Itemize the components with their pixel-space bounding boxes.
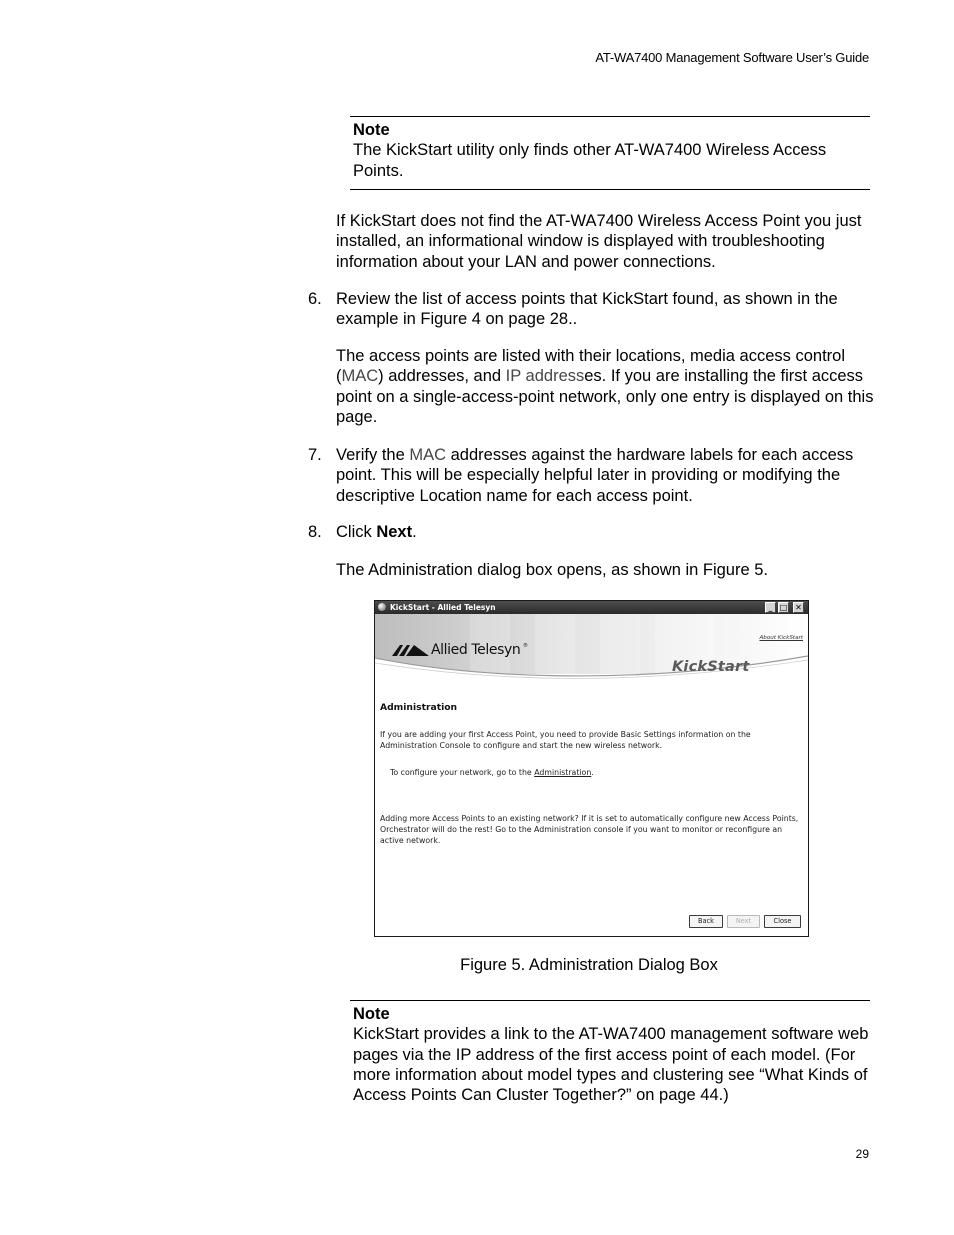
dialog-para2-line3: active network.: [380, 836, 441, 845]
step-6-text: Review the list of access points that KickStart found, as shown in the example in Figure 4 on page 28..: [336, 290, 838, 329]
note-top-rule: [350, 116, 870, 117]
step-6-paragraph-2: [336, 346, 876, 427]
step-6-paragraph-2-part-c: es. If you are installing the first access point on a single-access-point network, only one entry is displayed on this page.: [336, 367, 874, 426]
next-button[interactable]: Next: [727, 915, 760, 928]
mac-term-link[interactable]: MAC: [341, 367, 379, 386]
dialog-para1-line2: Administration Console to configure and start the new wireless network.: [380, 741, 663, 750]
registered-mark: ®: [523, 643, 528, 649]
minimize-button[interactable]: _: [765, 602, 776, 613]
dialog-para2-line1: Adding more Access Points to an existing network? If it is set to automatically configure new Access Points,: [380, 814, 799, 823]
note-top: [353, 120, 858, 181]
configure-suffix: .: [591, 768, 594, 777]
dialog-heading: Administration: [380, 702, 458, 713]
note-top-title: Note: [353, 121, 390, 139]
administration-link[interactable]: Administration: [534, 768, 592, 777]
running-header: AT-WA7400 Management Software User’s Guide: [595, 50, 869, 65]
intro-paragraph: If KickStart does not find the AT-WA7400 Wireless Access Point you just installed, an informational window is displayed with troubleshooting information about your LAN and power connections.: [336, 212, 862, 271]
maximize-button[interactable]: □: [779, 603, 788, 612]
step-8-paragraph-2: The Administration dialog box opens, as shown in Figure 5.: [336, 561, 768, 579]
note-top-text: The KickStart utility only finds other AT-WA7400 Wireless Access Points.: [353, 141, 827, 180]
kickstart-window-screenshot: [374, 600, 809, 937]
note-bottom-text: KickStart provides a link to the AT-WA7400 management software web pages via the IP address of the first access point of each model. (For more information about model types and clustering see “What Kinds of Access Points Can Cluster Together?” on page 44.): [353, 1025, 869, 1105]
close-window-button[interactable]: ✕: [793, 602, 804, 613]
close-button[interactable]: Close: [764, 915, 801, 928]
step-7-number: 7.: [308, 446, 322, 464]
step-7-text-part-b: addresses against the hardware labels for each access point. This will be especially helpful later in providing or modifying the descriptive Location name for each access point.: [336, 446, 854, 505]
step-8-text-part-a: Click: [336, 523, 377, 541]
dialog-para1-line1: If you are adding your first Access Point, you need to provide Basic Settings information on the: [380, 730, 751, 739]
kickstart-banner: [375, 614, 808, 691]
note-top-bottom-rule: [350, 189, 870, 190]
allied-telesyn-logo-text: Allied Telesyn: [431, 642, 521, 658]
kickstart-app-icon: [378, 603, 386, 611]
note-bottom: [353, 1004, 873, 1105]
about-kickstart-link[interactable]: About KickStart: [759, 635, 803, 641]
step-8-number: 8.: [308, 523, 322, 541]
note-bottom-title: Note: [353, 1005, 390, 1023]
step-6-paragraph-2-part-a: The access points are listed with their locations, media access control (: [336, 347, 845, 386]
page-number: 29: [855, 1147, 869, 1161]
step-7-text: [336, 445, 876, 506]
dialog-para2-line2: Orchestrator will do the rest! Go to the Administration console if you want to monitor or reconfigure an: [380, 825, 783, 834]
step-7-text-part-a: Verify the: [336, 446, 410, 464]
window-title: KickStart - Allied Telesyn: [390, 603, 496, 612]
step-8-text-part-b: .: [412, 523, 417, 541]
configure-prefix: To configure your network, go to the: [390, 768, 535, 777]
mac-term-link-2[interactable]: MAC: [409, 446, 447, 464]
allied-telesyn-logo-icon: [391, 643, 431, 657]
step-6-paragraph-2-part-b: ) addresses, and: [378, 367, 506, 386]
ip-address-term-link[interactable]: IP address: [505, 367, 585, 386]
next-emphasis: Next: [376, 523, 413, 541]
step-8-text: [336, 522, 876, 542]
step-6-number: 6.: [308, 290, 322, 308]
note-bottom-rule: [350, 1000, 870, 1001]
figure-caption: Figure 5. Administration Dialog Box: [460, 956, 718, 974]
window-titlebar: [375, 601, 808, 614]
kickstart-product-name: KickStart: [672, 659, 750, 675]
dialog-configure-line: [390, 768, 594, 779]
back-button[interactable]: Back: [689, 915, 723, 928]
